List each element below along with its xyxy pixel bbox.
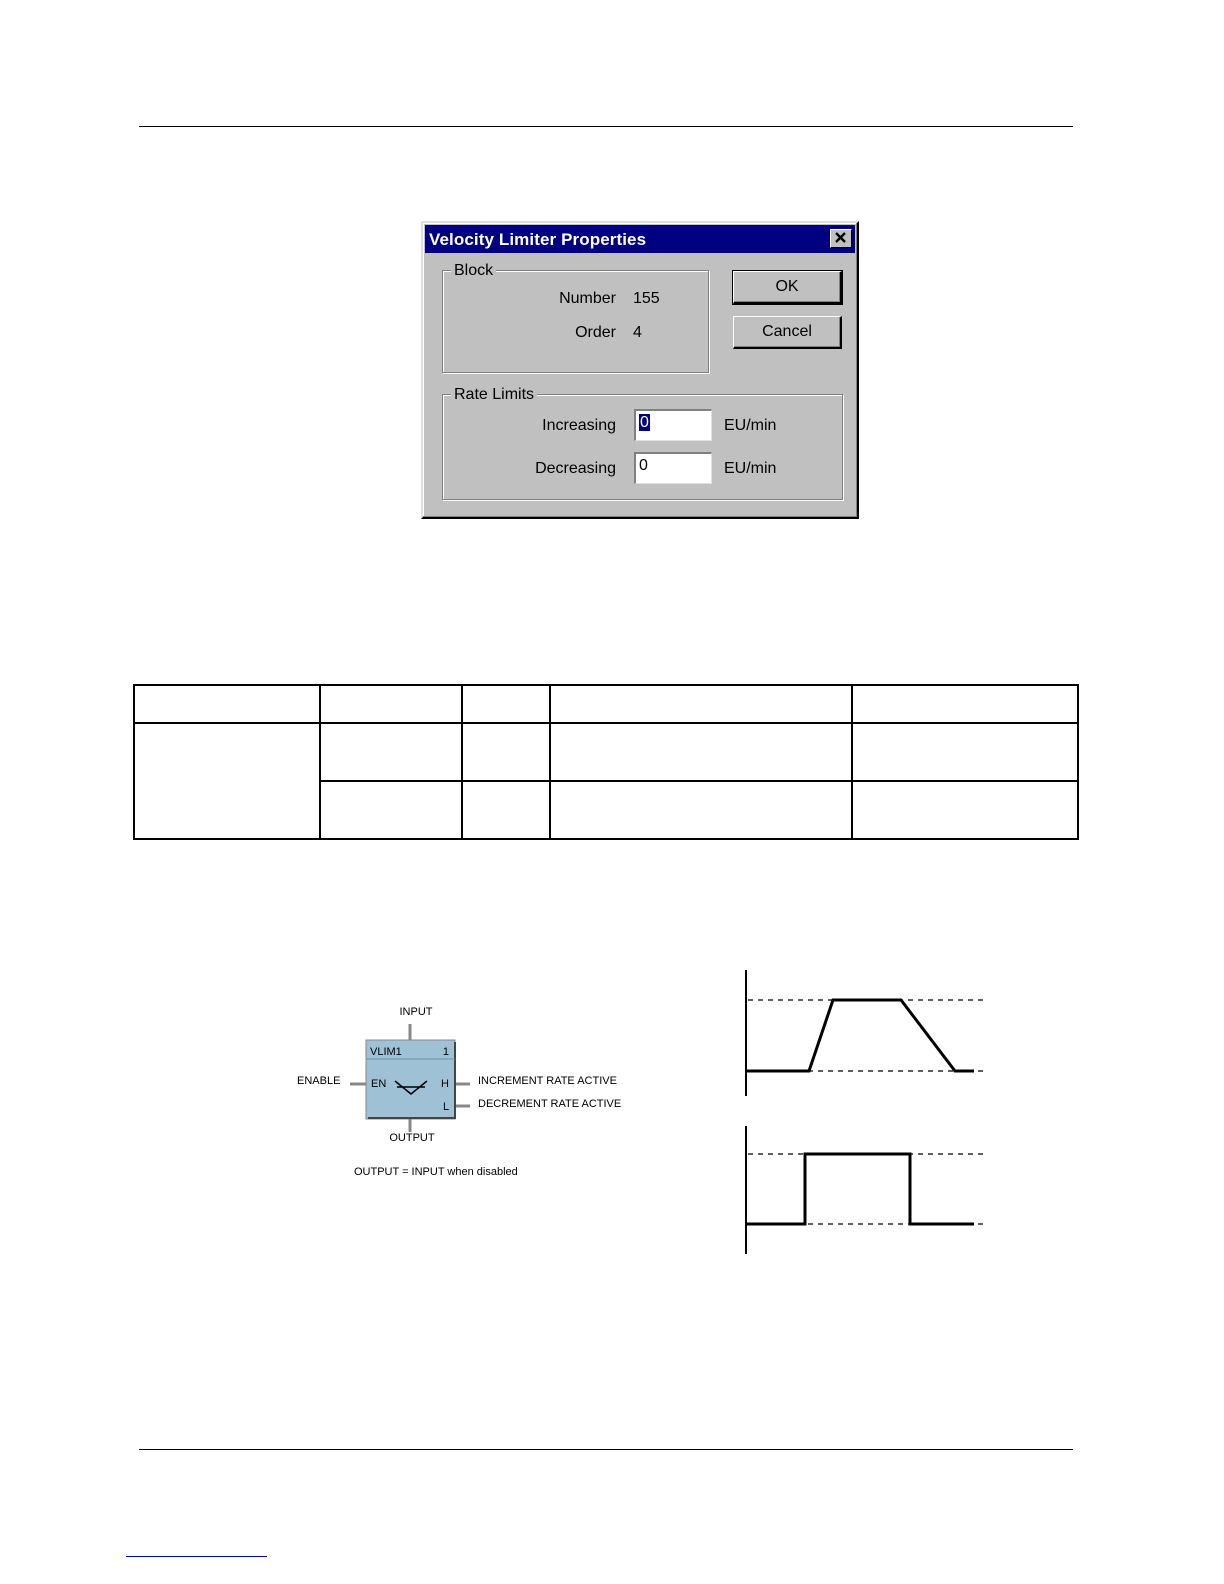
table-cell [462,781,550,839]
table-cell [462,723,550,781]
ok-button[interactable]: OK [733,271,842,304]
footer-link-underline[interactable] [126,1556,267,1557]
table-cell [550,781,852,839]
rate-limits-group-label: Rate Limits [451,386,537,404]
block-group [442,270,709,373]
table-cell [134,685,320,723]
close-button[interactable] [830,229,852,248]
footer-rule [139,1449,1073,1450]
parameter-table [133,684,1079,840]
increasing-label: Increasing [542,417,616,434]
ramp-output-trace [747,1000,974,1071]
table-cell [462,685,550,723]
table-cell [550,685,852,723]
decrement-rate-label: DECREMENT RATE ACTIVE [478,1098,622,1110]
table-cell [852,723,1078,781]
velocity-limiter-dialog [421,221,859,519]
dialog-titlebar[interactable] [425,225,855,253]
decreasing-value: 0 [639,457,648,474]
block-group-label: Block [451,262,496,280]
table-cell [320,685,462,723]
enable-label: ENABLE [297,1075,341,1087]
close-icon [831,230,851,247]
output-label: OUTPUT [389,1132,435,1144]
dialog-title: Velocity Limiter Properties [429,230,647,249]
increasing-value: 0 [640,414,649,431]
table-cell [320,723,462,781]
cancel-button[interactable]: Cancel [733,316,842,349]
disabled-note: OUTPUT = INPUT when disabled [354,1166,518,1178]
table-row [134,723,1078,781]
l-pin-label: L [443,1101,450,1113]
h-pin-label: H [441,1078,449,1090]
en-pin-label: EN [371,1078,387,1090]
table-cell [134,723,320,839]
step-input-trace [747,1154,974,1224]
order-label: Order [575,324,616,341]
step-timing-diagram [740,1126,990,1256]
increasing-unit: EU/min [724,417,777,434]
order-value: 4 [633,324,642,341]
table-header-row [134,685,1078,723]
decreasing-input[interactable] [634,452,712,484]
function-block-diagram [280,995,660,1185]
increasing-input[interactable] [634,409,712,441]
number-label: Number [559,290,616,307]
header-rule [139,126,1073,127]
table-cell [550,723,852,781]
decreasing-unit: EU/min [724,460,777,477]
table-cell [320,781,462,839]
decreasing-label: Decreasing [535,460,616,477]
number-value: 155 [633,290,660,307]
table-cell [852,685,1078,723]
input-label: INPUT [399,1006,433,1018]
block-name: VLIM1 [370,1046,402,1058]
ramp-timing-diagram [740,970,990,1100]
increment-rate-label: INCREMENT RATE ACTIVE [478,1075,617,1087]
table-cell [852,781,1078,839]
block-number: 1 [442,1046,449,1058]
